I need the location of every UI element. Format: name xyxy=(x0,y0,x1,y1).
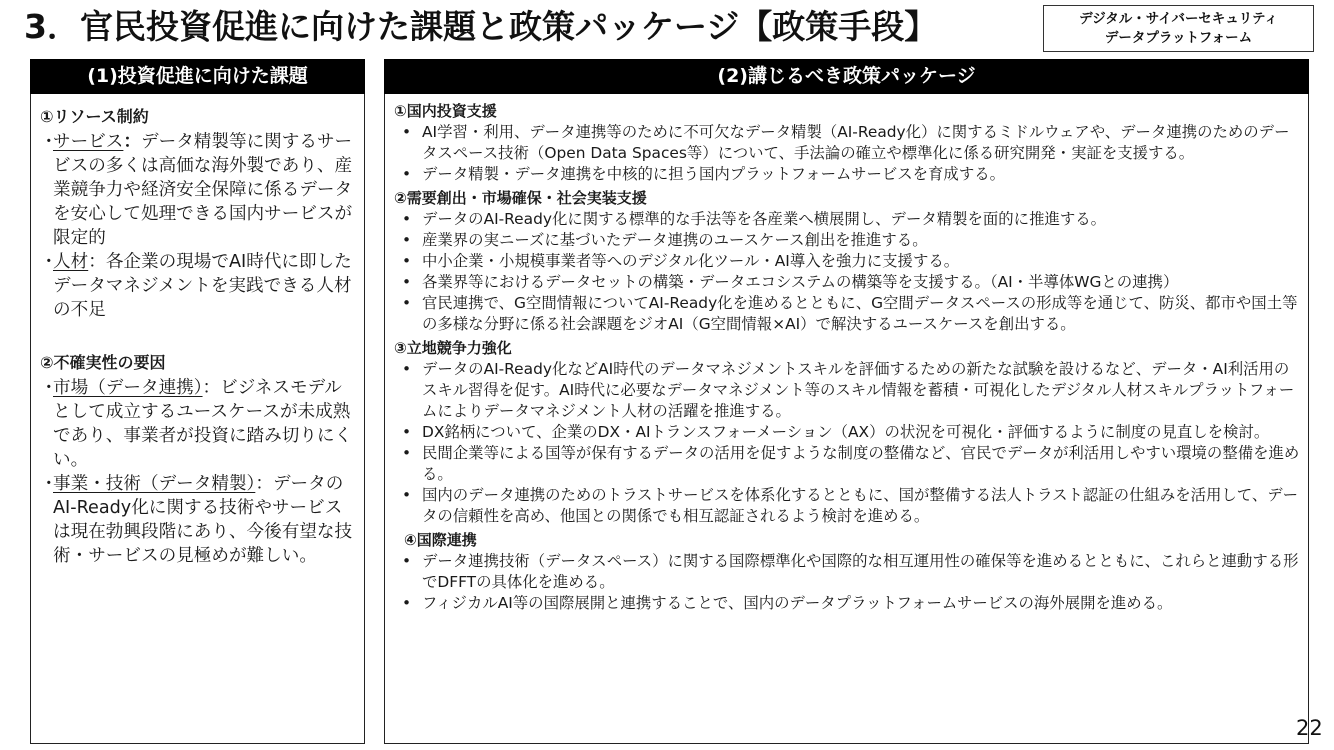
bullet: • xyxy=(402,252,412,270)
issue-label: 人材 xyxy=(53,252,89,272)
policy-item xyxy=(394,551,1300,593)
issue-label: 事業・技術（データ精製） xyxy=(53,474,256,494)
policy-item xyxy=(394,293,1300,335)
policy-item xyxy=(394,230,1300,251)
issue-text: データのAI-Ready化に関する技術やサービスは現在勃興段階にあり、今後有望な技術・サービスの見極めが難しい。 xyxy=(53,474,353,566)
issue-section-title: ①リソース制約 xyxy=(40,107,149,126)
policy-text: データのAI-Ready化などAI時代のデータマネジメントスキルを評価するための新たな試験を設けるなど、データ・AI利活用のスキル習得を促す。AI時代に必要なデータマネジメント等のスキル情報を蓄積・可視化したデジタル人材スキルプラットフォームによりデータマネジメント人材の活躍を推進する。 xyxy=(422,360,1295,420)
policy-text: 中小企業・小規模事業者等へのデジタル化ツール・AI導入を強力に支援する。 xyxy=(422,252,960,270)
bullet: • xyxy=(402,486,412,504)
policy-item xyxy=(394,164,1300,185)
issue-section-title: ②不確実性の要因 xyxy=(40,353,166,372)
bullet: • xyxy=(402,123,412,141)
issue-text: ビジネスモデルとして成立するユースケースが未成熟であり、事業者が投資に踏み切りにくい。 xyxy=(53,378,353,470)
policy-text: 官民連携で、G空間情報についてAI-Ready化を進めるとともに、G空間データスペースの形成等を通じて、防災、都市や国土等の多様な分野に係る社会課題をジオAI（G空間情報×AI）で解決するユースケースを創出する。 xyxy=(422,294,1298,333)
policy-section-title: ①国内投資支援 xyxy=(394,102,497,120)
bullet: • xyxy=(402,294,412,312)
policy-item xyxy=(394,251,1300,272)
issue-text: 各企業の現場でAI時代に即したデータマネジメントを実践できる人材の不足 xyxy=(53,252,352,320)
policy-item xyxy=(394,122,1300,164)
policy-section-title: ③立地競争力強化 xyxy=(394,339,512,357)
policy-text: 国内のデータ連携のためのトラストサービスを体系化するとともに、国が整備する法人トラスト認証の仕組みを活用して、データの信頼性を高め、他国との関係でも相互認証されるよう検討を進める。 xyxy=(422,486,1299,525)
policy-text: データ精製・データ連携を中核的に担う国内プラットフォームサービスを育成する。 xyxy=(422,165,1005,183)
issues-panel xyxy=(30,94,365,744)
policy-section-title: ④国際連携 xyxy=(404,531,477,549)
bullet: • xyxy=(402,165,412,183)
policy-item xyxy=(394,359,1300,422)
bullet: • xyxy=(402,552,412,570)
issues-heading: (1)投資促進に向けた課題 xyxy=(30,59,365,94)
category-badge xyxy=(1043,5,1314,52)
section-spacer xyxy=(40,322,355,352)
bullet: • xyxy=(402,594,412,612)
issue-item xyxy=(40,130,355,250)
bullet: ・ xyxy=(40,474,58,494)
badge-line-2: データプラットフォーム xyxy=(1104,30,1253,46)
issue-label: サービス xyxy=(53,132,124,152)
policy-section-title: ②需要創出・市場確保・社会実装支援 xyxy=(394,189,647,207)
bullet: • xyxy=(402,423,412,441)
policy-item xyxy=(394,209,1300,230)
issue-text: データ精製等に関するサービスの多くは高価な海外製であり、産業競争力や経済安全保障に係るデータを安心して処理できる国内サービスが限定的 xyxy=(53,132,353,248)
issue-item xyxy=(40,250,355,322)
bullet: ・ xyxy=(40,132,58,152)
page-number: 22 xyxy=(1296,716,1323,740)
issue-label: 市場（データ連携） xyxy=(53,378,203,398)
policy-item xyxy=(394,485,1300,527)
bullet: • xyxy=(402,210,412,228)
policy-text: 民間企業等による国等が保有するデータの活用を促すような制度の整備など、官民でデータが利活用しやすい環境の整備を進める。 xyxy=(422,444,1300,483)
policy-text: 各業界等におけるデータセットの構築・データエコシステムの構築等を支援する。（AI・半導体WGとの連携） xyxy=(422,273,1179,291)
policy-item xyxy=(394,422,1300,443)
policy-item xyxy=(394,593,1300,614)
badge-line-1: デジタル・サイバーセキュリティ xyxy=(1079,11,1278,27)
policy-text: データ連携技術（データスペース）に関する国際標準化や国際的な相互運用性の確保等を進めるとともに、これらと連動する形でDFFTの具体化を進める。 xyxy=(422,552,1299,591)
issue-separator: ： xyxy=(88,252,106,272)
policy-item xyxy=(394,272,1300,293)
policy-text: データのAI-Ready化に関する標準的な手法等を各産業へ横展開し、データ精製を面的に推進する。 xyxy=(422,210,1107,228)
issue-separator: ： xyxy=(202,378,221,398)
bullet: ・ xyxy=(40,378,58,398)
policy-text: フィジカルAI等の国際展開と連携することで、国内のデータプラットフォームサービスの海外展開を進める。 xyxy=(422,594,1173,612)
issue-item xyxy=(40,472,355,568)
bullet: ・ xyxy=(40,252,58,272)
policy-text: DX銘柄について、企業のDX・AIトランスフォーメーション（AX）の状況を可視化・評価するように制度の見直しを検討。 xyxy=(422,423,1270,441)
policy-panel xyxy=(384,94,1309,744)
issue-item xyxy=(40,376,355,472)
policy-package-heading: (2)講じるべき政策パッケージ xyxy=(384,59,1309,94)
bullet: • xyxy=(402,444,412,462)
page-title: 3．官民投資促進に向けた課題と政策パッケージ【政策手段】 xyxy=(24,7,938,46)
bullet: • xyxy=(402,360,412,378)
issue-separator: ： xyxy=(255,474,273,494)
bullet: • xyxy=(402,231,412,249)
policy-text: 産業界の実ニーズに基づいたデータ連携のユースケース創出を推進する。 xyxy=(422,231,928,249)
policy-text: AI学習・利用、データ連携等のために不可欠なデータ精製（AI-Ready化）に関するミドルウェアや、データ連携のためのデータスペース技術（Open Data Spaces等）について、手法論の確立や標準化に係る研究開発・実証を支援する。 xyxy=(422,123,1290,162)
issue-separator: ： xyxy=(123,132,141,152)
bullet: • xyxy=(402,273,412,291)
policy-item xyxy=(394,443,1300,485)
